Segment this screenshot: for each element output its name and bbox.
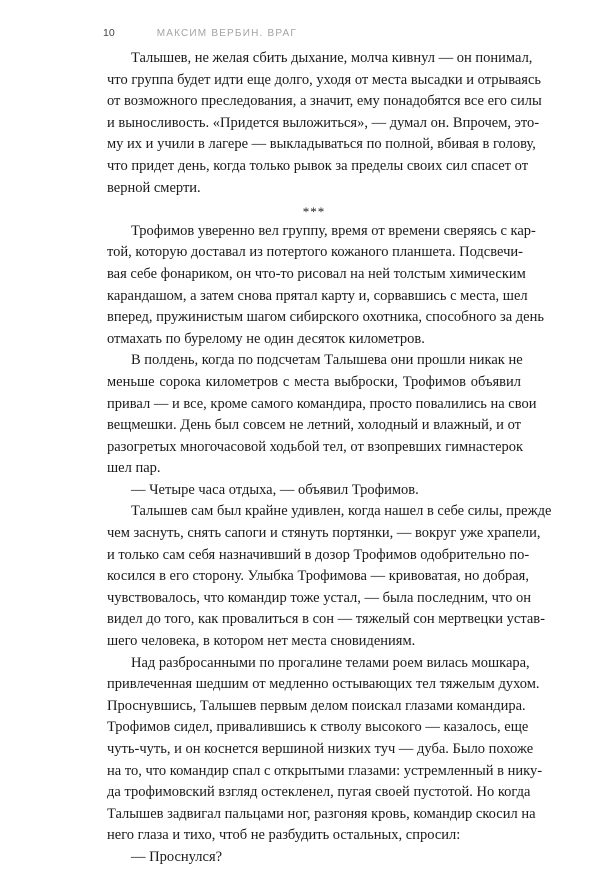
text-line: что придет день, когда только рывок за пределы своих сил спасет от	[107, 157, 529, 174]
text-line: той, которую доставал из потертого кожаного планшета. Подсвечи-	[107, 244, 523, 261]
text-line: — Четыре часа отдыха, — объявил Трофимов.	[131, 481, 419, 498]
text-line: и выносливость. «Придется выложиться», — думал он. Впрочем, это-	[107, 114, 540, 131]
text-line: разогретых многочасовой ходьбой тел, от взопревших гимнастерок	[107, 438, 524, 455]
text-line: шел пар.	[107, 460, 161, 477]
section-separator: ***	[302, 204, 326, 220]
page-number: 10	[103, 27, 115, 39]
text-line: что группа будет идти еще долго, уходя от места высадки и отрываясь	[107, 71, 542, 88]
text-line: карандашом, а затем снова прятал карту и, сорвавшись с места, шел	[107, 287, 528, 304]
text-line: да трофимовский взгляд остекленел, пугая своей пустотой. Но когда	[107, 784, 531, 801]
text-line: Талышев, не желая сбить дыхание, молча кивнул — он понимал,	[131, 50, 533, 66]
text-line: верной смерти.	[107, 179, 201, 196]
text-line: чуть-чуть, и он коснется вершиной низких туч — дуба. Было похоже	[107, 741, 534, 757]
text-line: меньше сорока километров с места выброски, Трофимов объявил	[107, 373, 521, 390]
text-line: В полдень, когда по подсчетам Талышева они прошли никак не	[131, 352, 523, 369]
text-line: видел до того, как провалиться в сон — тяжелый сон мертвецки устав-	[107, 611, 545, 628]
text-line: шего человека, в котором нет места сновидениям.	[107, 633, 416, 650]
running-title: МАКСИМ ВЕРБИН. ВРАГ	[156, 27, 298, 39]
text-line: вещмешки. День был совсем не летний, холодный и влажный, и от	[107, 417, 521, 434]
text-line: вперед, пружинистым шагом сибирского охотника, способного за день	[107, 309, 544, 326]
text-line: него глаза и тихо, чтоб не разбудить остальных, спросил:	[107, 827, 461, 844]
text-line: вая себе фонариком, он что-то рисовал на ней толстым химическим	[107, 265, 526, 282]
text-line: чем заснуть, снять сапоги и стянуть портянки, — вокруг уже храпели,	[107, 525, 541, 542]
text-line: отмахать по бурелому не один десяток километров.	[107, 330, 425, 347]
book-text-body	[107, 48, 552, 869]
text-line: Талышев сам был крайне удивлен, когда нашел в себе силы, прежде	[131, 503, 552, 520]
text-line: — Проснулся?	[131, 848, 223, 865]
text-line: Трофимов уверенно вел группу, время от времени сверяясь с кар-	[131, 222, 536, 239]
text-line: Проснувшись, Талышев первым делом поискал глазами командира.	[107, 697, 526, 714]
text-line: и только сам себя назначивший в дозор Трофимов одобрительно по-	[107, 546, 530, 563]
text-line: от возможного преследования, а значит, ему понадобятся все его силы	[107, 93, 542, 110]
text-line: чувствовалось, что командир тоже устал, — была последним, что он	[107, 589, 531, 606]
text-line: Талышев задвигал пальцами ног, разгоняя кровь, командир скосил на	[107, 805, 536, 822]
running-header	[103, 26, 297, 40]
text-line: му их и учили в лагере — выкладываться по полной, вбивая в голову,	[107, 136, 536, 153]
text-line: привлеченная шедшим от медленно остывающих тел тяжелым духом.	[107, 676, 540, 693]
text-line: на то, что командир спал с открытыми глазами: устремленный в нику-	[107, 762, 543, 779]
text-line: косился в его сторону. Улыбка Трофимова — кривоватая, но добрая,	[107, 568, 529, 585]
text-line: Трофимов сидел, привалившись к стволу высокого — казалось, еще	[107, 719, 529, 736]
text-line: привал — и все, кроме самого командира, просто повалились на свои	[107, 395, 537, 412]
text-line: Над разбросанными по прогалине телами роем вилась мошкара,	[131, 654, 530, 671]
